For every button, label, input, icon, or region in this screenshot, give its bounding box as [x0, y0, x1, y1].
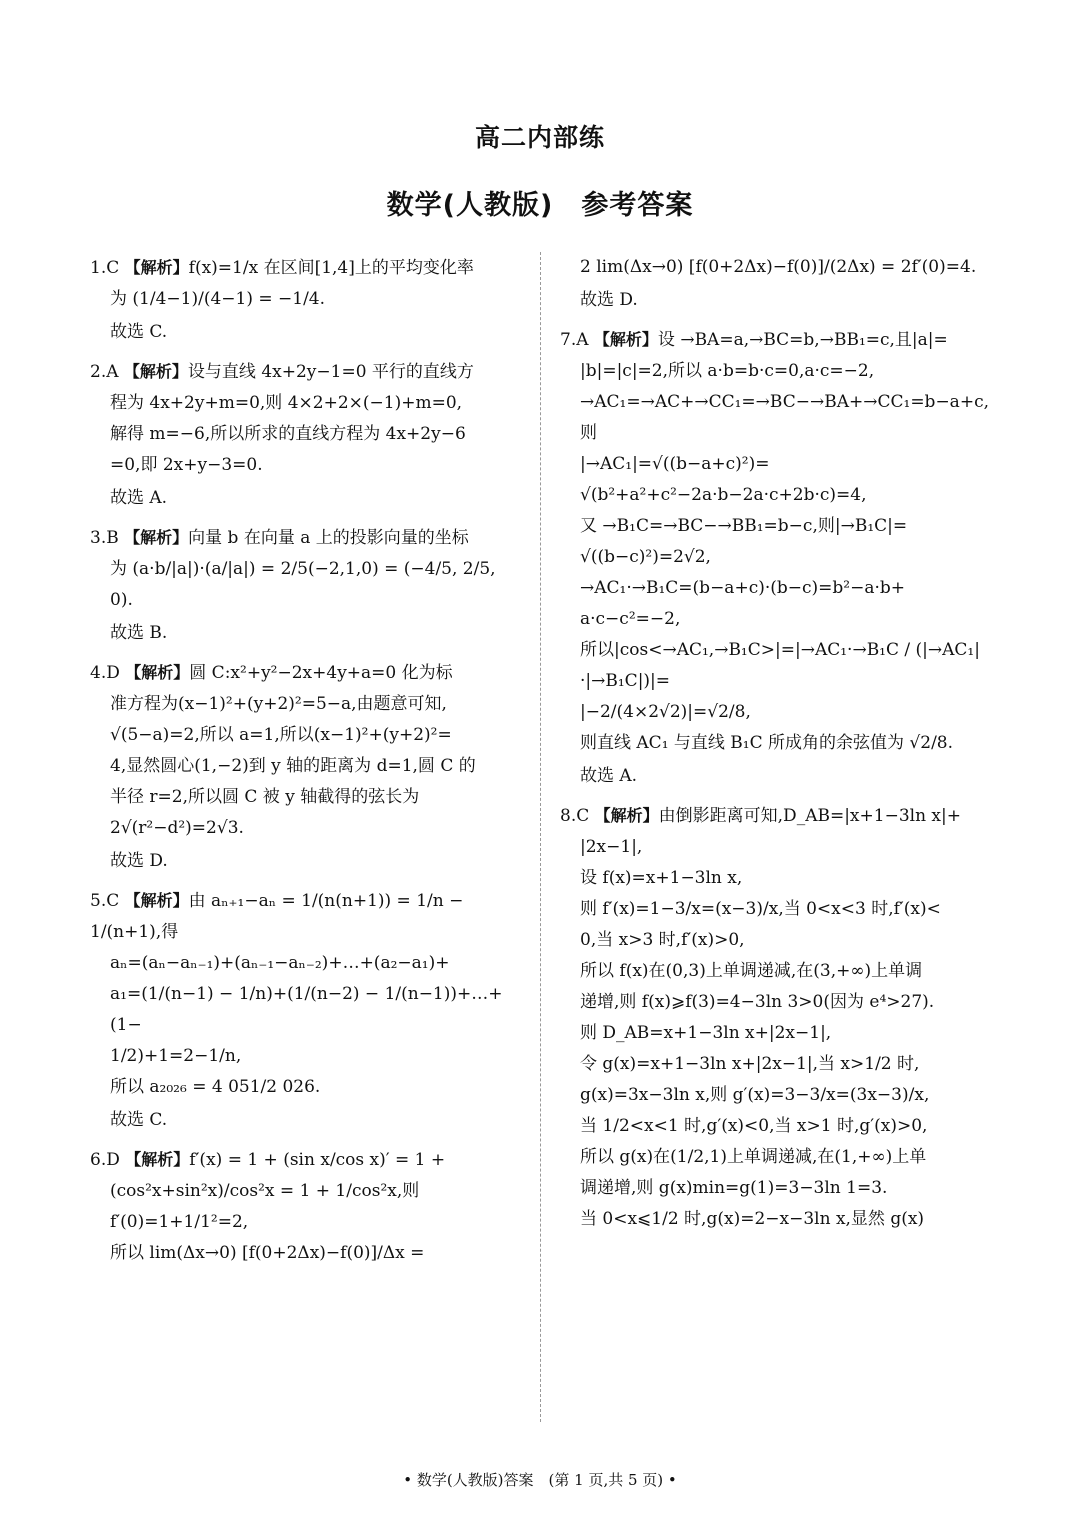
answer-item — [560, 324, 990, 792]
answer-text: g(x)=3x−3ln x,则 g′(x)=3−3/x=(3x−3)/x, — [580, 1085, 930, 1105]
answer-text: f(x)=1/x 在区间[1,4]上的平均变化率 — [188, 258, 474, 278]
answer-text: 则 f′(x)=1−3/x=(x−3)/x,当 0<x<3 时,f′(x)< — [580, 899, 941, 919]
answer-line — [90, 1238, 520, 1269]
answer-line — [90, 284, 520, 315]
answer-text: |2x−1|, — [580, 837, 643, 857]
answer-text: →AC₁=→AC+→CC₁=→BC−→BA+→CC₁=b−a+c,则 — [580, 392, 989, 443]
answer-conclusion: 故选 B. — [110, 623, 168, 643]
answer-text: |b|=|c|=2,所以 a·b=b·c=0,a·c=−2, — [580, 361, 875, 381]
analysis-tag: 【解析】 — [124, 258, 189, 277]
answer-text: 设 →BA=a,→BC=b,→BB₁=c,且|a|= — [657, 330, 948, 350]
answer-text: 向量 b 在向量 a 上的投影向量的坐标 — [188, 528, 469, 548]
answer-text: =0,即 2x+y−3=0. — [110, 455, 263, 475]
answer-number: 2.A — [90, 362, 119, 382]
left-column — [90, 252, 520, 1275]
answer-item — [560, 252, 990, 316]
answer-text: aₙ=(aₙ−aₙ₋₁)+(aₙ₋₁−aₙ₋₂)+…+(a₂−a₁)+ — [110, 953, 450, 973]
answer-text: 递增,则 f(x)⩾f(3)=4−3ln 3>0(因为 e⁴>27). — [580, 992, 935, 1012]
answer-line — [90, 1072, 520, 1103]
answer-text: |→AC₁|=√((b−a+c)²)= — [580, 454, 770, 474]
answer-line — [560, 324, 990, 356]
answer-text: 由倒影距离可知,D_AB=|x+1−3ln x|+ — [658, 806, 961, 826]
answer-line — [560, 925, 990, 956]
analysis-tag: 【解析】 — [124, 528, 189, 547]
answer-number: 6.D — [90, 1150, 120, 1170]
answer-text: √((b−c)²)=2√2, — [580, 547, 711, 567]
answer-line — [90, 751, 520, 782]
analysis-tag: 【解析】 — [125, 663, 190, 682]
answer-line — [560, 573, 990, 604]
answer-text: 1/2)+1=2−1/n, — [110, 1046, 242, 1066]
answer-item — [90, 657, 520, 877]
answer-conclusion: 故选 A. — [110, 488, 168, 508]
answer-line — [560, 894, 990, 925]
answer-line — [90, 782, 520, 813]
answer-text: f′(x) = 1 + (sin x/cos x)′ = 1 + — [189, 1150, 446, 1170]
answer-text: 半径 r=2,所以圆 C 被 y 轴截得的弦长为 — [110, 787, 420, 807]
answer-text: 调递增,则 g(x)min=g(1)=3−3ln 1=3. — [580, 1178, 888, 1198]
answer-line — [90, 252, 520, 284]
page-title: 高二内部练 — [474, 123, 605, 152]
right-column — [560, 252, 990, 1241]
answer-item — [90, 522, 520, 649]
answer-number: 7.A — [560, 330, 589, 350]
answer-text: √(5−a)=2,所以 a=1,所以(x−1)²+(y+2)²= — [110, 725, 452, 745]
analysis-tag: 【解析】 — [594, 806, 659, 825]
answer-line — [90, 554, 520, 616]
answer-line — [560, 449, 990, 480]
answer-item — [90, 885, 520, 1136]
page-footer: • 数学(人教版)答案 (第 1 页,共 5 页) • — [403, 1471, 677, 1489]
analysis-tag: 【解析】 — [125, 1150, 190, 1169]
answer-line — [560, 387, 990, 449]
answer-text: (cos²x+sin²x)/cos²x = 1 + 1/cos²x,则 f′(0)=1+1/1²=2, — [110, 1181, 420, 1232]
answer-line — [560, 956, 990, 987]
answer-line — [560, 800, 990, 832]
answer-line — [560, 604, 990, 635]
answer-line — [90, 1041, 520, 1072]
answer-text: 由 aₙ₊₁−aₙ = 1/(n(n+1)) = 1/n − 1/(n+1),得 — [90, 891, 464, 942]
answer-text: a·c−c²=−2, — [580, 609, 681, 629]
answer-line — [90, 522, 520, 554]
answer-text: 设 f(x)=x+1−3ln x, — [580, 868, 743, 888]
answer-line — [560, 1204, 990, 1235]
answer-line — [90, 419, 520, 450]
page-subtitle: 数学(人教版) 参考答案 — [386, 190, 694, 221]
answer-line — [90, 948, 520, 979]
answer-line — [90, 388, 520, 419]
answer-line — [90, 813, 520, 844]
answer-line — [90, 657, 520, 689]
answer-text: 则 D_AB=x+1−3ln x+|2x−1|, — [580, 1023, 832, 1043]
answer-item — [90, 252, 520, 348]
answer-line — [560, 356, 990, 387]
answer-line — [90, 885, 520, 948]
answer-text: 当 1/2<x<1 时,g′(x)<0,当 x>1 时,g′(x)>0, — [580, 1116, 928, 1136]
answer-text: 准方程为(x−1)²+(y+2)²=5−a,由题意可知, — [110, 694, 447, 714]
answer-item — [90, 1144, 520, 1269]
answer-conclusion: 故选 C. — [110, 1110, 168, 1130]
answer-text: 所以 f(x)在(0,3)上单调递减,在(3,+∞)上单调 — [580, 961, 923, 981]
analysis-tag: 【解析】 — [123, 362, 188, 381]
answer-conclusion: 故选 D. — [580, 290, 638, 310]
answer-line — [560, 1018, 990, 1049]
answer-text: |−2/(4×2√2)|=√2/8, — [580, 702, 751, 722]
answer-line — [90, 1176, 520, 1238]
answer-number: 8.C — [560, 806, 590, 826]
answer-number: 5.C — [90, 891, 120, 911]
answer-conclusion: 故选 D. — [110, 851, 168, 871]
answer-text: 则直线 AC₁ 与直线 B₁C 所成角的余弦值为 √2/8. — [580, 733, 954, 753]
answer-text: 0,当 x>3 时,f′(x)>0, — [580, 930, 745, 950]
answer-text: →AC₁·→B₁C=(b−a+c)·(b−c)=b²−a·b+ — [580, 578, 906, 598]
analysis-tag: 【解析】 — [593, 330, 658, 349]
answer-number: 4.D — [90, 663, 120, 683]
answer-item — [560, 800, 990, 1235]
answer-number: 3.B — [90, 528, 119, 548]
answer-text: 为 (a·b/|a|)·(a/|a|) = 2/5(−2,1,0) = (−4/5, 2/5, 0). — [110, 559, 496, 610]
answer-text: 2√(r²−d²)=2√3. — [110, 818, 244, 838]
answer-text: 圆 C:x²+y²−2x+4y+a=0 化为标 — [189, 663, 453, 683]
answer-line — [90, 689, 520, 720]
answer-line — [90, 356, 520, 388]
answer-line — [560, 1173, 990, 1204]
answer-text: 程为 4x+2y+m=0,则 4×2+2×(−1)+m=0, — [110, 393, 463, 413]
answer-line — [560, 697, 990, 728]
analysis-tag: 【解析】 — [124, 891, 189, 910]
answer-text: 令 g(x)=x+1−3ln x+|2x−1|,当 x>1/2 时, — [580, 1054, 920, 1074]
answer-line — [560, 1142, 990, 1173]
answer-text: a₁=(1/(n−1) − 1/n)+(1/(n−2) − 1/(n−1))+…+(1− — [110, 984, 503, 1035]
answer-line — [560, 1049, 990, 1080]
answer-text: 所以 g(x)在(1/2,1)上单调递减,在(1,+∞)上单 — [580, 1147, 927, 1167]
answer-line — [560, 832, 990, 863]
column-divider — [540, 252, 541, 1422]
answer-conclusion: 故选 C. — [110, 322, 168, 342]
answer-text: 2 lim(Δx→0) [f(0+2Δx)−f(0)]/(2Δx) = 2f′(0)=4. — [580, 257, 977, 277]
answer-line — [560, 1111, 990, 1142]
answer-text: √(b²+a²+c²−2a·b−2a·c+2b·c)=4, — [580, 485, 867, 505]
answer-number: 1.C — [90, 258, 120, 278]
answer-line — [560, 511, 990, 542]
answer-line — [560, 728, 990, 759]
answer-line — [560, 863, 990, 894]
answer-text: 解得 m=−6,所以所求的直线方程为 4x+2y−6 — [110, 424, 466, 444]
answer-text: 所以 lim(Δx→0) [f(0+2Δx)−f(0)]/Δx = — [110, 1243, 425, 1263]
answer-text: 4,显然圆心(1,−2)到 y 轴的距离为 d=1,圆 C 的 — [110, 756, 476, 776]
answer-text: 为 (1/4−1)/(4−1) = −1/4. — [110, 289, 326, 309]
answer-line — [560, 1080, 990, 1111]
answer-text: 设与直线 4x+2y−1=0 平行的直线方 — [187, 362, 474, 382]
answer-line — [90, 1144, 520, 1176]
answer-conclusion: 故选 A. — [580, 766, 638, 786]
answer-line — [90, 450, 520, 481]
answer-text: 所以 a₂₀₂₆ = 4 051/2 026. — [110, 1077, 321, 1097]
answer-line — [560, 252, 990, 283]
answer-line — [560, 635, 990, 697]
answer-line — [560, 987, 990, 1018]
answer-line — [90, 979, 520, 1041]
answer-text: 当 0<x⩽1/2 时,g(x)=2−x−3ln x,显然 g(x) — [580, 1209, 925, 1229]
answer-text: 又 →B₁C=→BC−→BB₁=b−c,则|→B₁C|= — [580, 516, 908, 536]
answer-text: 所以|cos<→AC₁,→B₁C>|=|→AC₁·→B₁C / (|→AC₁|·|→B₁C|)|= — [580, 640, 980, 691]
answer-item — [90, 356, 520, 514]
answer-line — [560, 542, 990, 573]
answer-line — [560, 480, 990, 511]
answer-line — [90, 720, 520, 751]
